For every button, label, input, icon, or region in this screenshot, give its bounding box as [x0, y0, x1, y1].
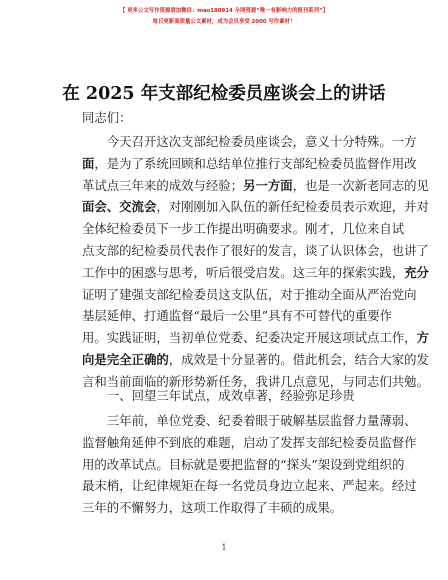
p3-line-5: 三年的不懈努力，这项工作取得了丰硕的成果。: [82, 500, 343, 516]
p3-line-2: 监督触角延伸不到底的难题，启动了发挥支部纪检委员监督作: [82, 434, 417, 450]
promo-banner-line-1: 【 更多公文写作资源请加微信：mao180914 全网资源“唯一有影响力的报刊系列”】: [119, 8, 329, 14]
paragraph-1: [82, 131, 429, 393]
p1-line-3: 革试点三年来的成效与经验；另一方面，也是一次新老同志的见: [82, 177, 429, 193]
p1-line-12: 言和当前面临的新形势新任务，我讲几点意见，与同志们共勉。: [82, 373, 429, 389]
p1-line-10: 用。实践证明，当初单位党委、纪委决定开展这项试点工作，方: [82, 330, 429, 346]
paragraph-3: [82, 410, 417, 519]
p3-line-3: 用的改革试点。目标就是要把监督的“探头”架设到党组织的: [82, 456, 405, 472]
p1-line-7: 工作中的困惑与思考，听后很受启发。这三年的探索实践，充分: [82, 264, 429, 280]
p1-line-2: 面，是为了系统回顾和总结单位推行支部纪检委员监督作用改: [82, 155, 417, 171]
promo-banner-line-2: 每日更新高质量公文素材，成为会员享受 2000 写作素材！: [152, 19, 296, 25]
salutation: 同志们：: [82, 110, 132, 125]
p1-line-5: 全体纪检委员下一步工作提出明确要求。刚才，几位来自试: [82, 221, 405, 237]
section-heading-1: [82, 385, 372, 407]
document-title: 在 2025 年支部纪检委员座谈会上的讲话: [62, 84, 386, 104]
p1-line-9: 基层延伸、打通监督“最后一公里”具有不可替代的重要作: [82, 308, 393, 324]
page-number: 1: [221, 543, 227, 552]
p3-line-1: 三年前，单位党委、纪委着眼于破解基层监督力量薄弱、: [106, 413, 417, 428]
p1-line-4: 面会、交流会，对刚刚加入队伍的新任纪检委员表示欢迎，并对: [82, 199, 429, 215]
p1-line-6: 点支部的纪检委员代表作了很好的发言，谈了认识体会，也讲了: [82, 242, 429, 258]
p1-line-8: 证明了建强支部纪检委员这支队伍，对于推动全面从严治党向: [82, 286, 417, 302]
p1-line-1: 今天召开这次支部纪检委员座谈会，意义十分特殊。一方: [106, 134, 417, 149]
p1-line-11: 向是完全正确的，成效是十分显著的。借此机会，结合大家的发: [82, 351, 429, 367]
section-heading-1-text: 一、回望三年试点，成效卓著，经验弥足珍贵: [106, 388, 355, 403]
p3-line-4: 最末梢，让纪律规矩在每一名党员身边立起来、严起来。经过: [82, 478, 417, 494]
